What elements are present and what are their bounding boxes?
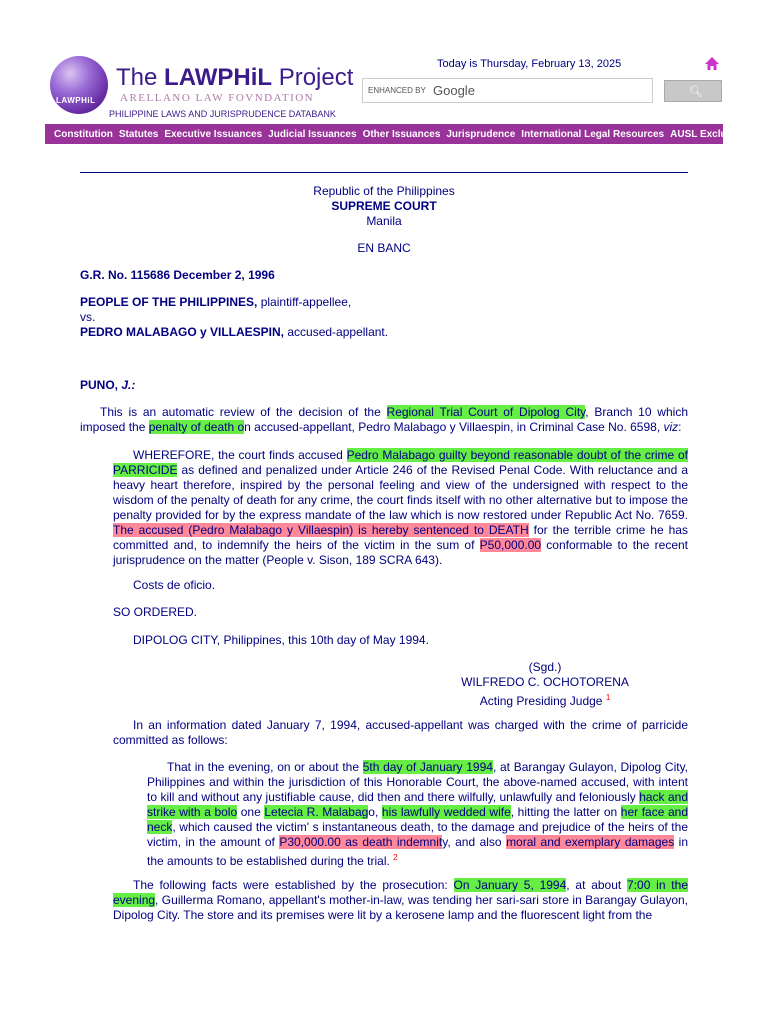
ponente: PUNO, J.: [80, 378, 136, 392]
highlight: his lawfully wedded wife [381, 805, 511, 819]
footnote-link-1[interactable]: 1 [605, 693, 611, 702]
highlight: The accused (Pedro Malabago y Villaespin) is hereby sentenced to DEATH [113, 523, 529, 537]
nav-other-issuances[interactable]: Other Issuances [362, 128, 441, 140]
site-logo[interactable] [50, 54, 354, 124]
quoted-information: That in the evening, on or about the 5th day of January 1994, at Barangay Gulayon, Dipolog City, Philippines and within the jurisdiction of this Honorable Court, the above-named accused, with intent to kill and without any justifiable cause, did then and there wilfully, unlawfully and feloniously hack and strike with a bolo one Letecia R. Malabago, his lawfully wedded wife, hitting the latter on her face and neck, which caused the victim' s instantaneous death, to the damage and prejudice of the heirs of the victim, in the amount of P30,000.00 as death indemnity, and also moral and exemplary damages in the amounts to be established during the trial. $^2$ [147, 760, 689, 868]
sgd: (Sgd.) [528, 660, 562, 674]
nav-international-legal-resources[interactable]: International Legal Resources [521, 128, 665, 140]
globe-logo-label: LAWPHiL [56, 96, 96, 105]
search-button[interactable] [664, 80, 722, 102]
party-accused-name: PEDRO MALABAGO y VILLAESPIN, [80, 325, 285, 339]
footnote-link-2[interactable]: 2 [393, 853, 398, 862]
highlight: P30,000.00 as death indemnit [279, 835, 443, 849]
judge-title: Acting Presiding Judge $^1$ [479, 693, 611, 708]
highlight: On January 5, 1994 [453, 878, 567, 892]
party-plaintiff [80, 295, 688, 310]
party-plaintiff-name: PEOPLE OF THE PHILIPPINES, [80, 295, 258, 309]
globe-logo-icon [50, 56, 108, 114]
nav-jurisprudence[interactable]: Jurisprudence [446, 128, 516, 140]
dated-line: DIPOLOG CITY, Philippines, this 10th day of May 1994. [133, 633, 429, 647]
so-ordered: SO ORDERED. [113, 605, 198, 619]
highlight: Regional Trial Court of Dipolog City [386, 405, 586, 419]
logo-title: The LAWPHiL Project [116, 64, 354, 91]
search-icon: 🔍︎ [689, 85, 703, 98]
party-plaintiff-role: plaintiff-appellee, [257, 295, 352, 309]
highlight: 5th day of January 1994 [362, 760, 493, 774]
party-accused [80, 325, 688, 340]
paragraph-intro: This is an automatic review of the decision of the Regional Trial Court of Dipolog City, Branch 10 which imposed the penalty of death on accused-appellant, Pedro Malabago y Villaespin, in Criminal Case No. 6598, viz: [80, 405, 688, 434]
highlight: 7:00 in the evening [113, 878, 688, 907]
paragraph-information: In an information dated January 7, 1994, accused-appellant was charged with the crime of parricide committed as follows: [113, 718, 688, 747]
republic-line: Republic of the Philippines [313, 184, 455, 198]
highlight: P50,000.00 [479, 538, 542, 552]
court-heading [80, 184, 688, 229]
divider [80, 172, 688, 173]
court-city: Manila [366, 214, 402, 228]
highlight: her face and neck [147, 805, 689, 834]
costs-line: Costs de oficio. [133, 578, 216, 592]
nav-executive-issuances[interactable]: Executive Issuances [164, 128, 263, 140]
case-parties [80, 295, 688, 340]
case-number: G.R. No. 115686 December 2, 1996 [80, 268, 275, 282]
judge-name: WILFREDO C. OCHOTORENA [461, 675, 629, 689]
quoted-decision: WHEREFORE, the court finds accused Pedro Malabago guilty beyond reasonable doubt of the crime of PARRICIDE as defined and penalized under Article 246 of the Revised Penal Code. With reluctance and a heavy heart therefore, inspired by the personal feeling and view of the undersigned with respect to the wisdom of the penalty of death for any crime, the court finds itself with no other alternative but to impose the penalty provided for by the express mandate of the law which is now restored under Republic Act No. 7659. The accused (Pedro Malabago y Villaespin) is hereby sentenced to DEATH for the terrible crime he has committed and, to indemnify the heirs of the victim in the sum of P50,000.00 conformable to the recent jurisprudence on the matter (People v. Sison, 189 SCRA 643). [113, 448, 688, 567]
versus: vs. [80, 310, 96, 324]
search-enhanced-label: ENHANCED BY [368, 86, 426, 95]
highlight: penalty of death o [148, 420, 245, 434]
nav-statutes[interactable]: Statutes [118, 128, 159, 140]
paragraph-facts: The following facts were established by the prosecution: On January 5, 1994, at about 7:00 in the evening, Guillerma Romano, appellant's mother-in-law, was tending her sari-sari store in Barangay Gulayon, Dipolog City. The store and its premises were lit by a kerosene lamp and the fluorescent light from the [113, 878, 688, 922]
highlight: moral and exemplary damages [506, 835, 675, 849]
main-nav [45, 124, 747, 144]
search-input[interactable] [362, 78, 653, 103]
search-brand: Google [433, 83, 475, 98]
party-accused-role: accused-appellant. [284, 325, 389, 339]
today-date: Today is Thursday, February 13, 2025 [437, 58, 622, 70]
logo-subtitle: ARELLANO LAW FOVNDATION [120, 92, 315, 104]
nav-judicial-issuances[interactable]: Judicial Issuances [268, 128, 357, 140]
nav-constitution[interactable]: Constitution [54, 128, 113, 140]
court-name: SUPREME COURT [331, 199, 437, 213]
highlight: hack and strike with a bolo [147, 790, 689, 819]
highlight: Letecia R. Malabag [264, 805, 369, 819]
signature-block [420, 660, 670, 709]
highlight: Pedro Malabago guilty beyond reasonable doubt of the crime of PARRICIDE [113, 448, 688, 477]
home-icon[interactable] [704, 56, 720, 72]
logo-databank-tagline: PHILIPPINE LAWS AND JURISPRUDENCE DATABANK [109, 109, 336, 119]
nav-ausl-exclusive[interactable]: AUSL Exclusive [670, 128, 747, 140]
division: EN BANC [357, 241, 411, 255]
